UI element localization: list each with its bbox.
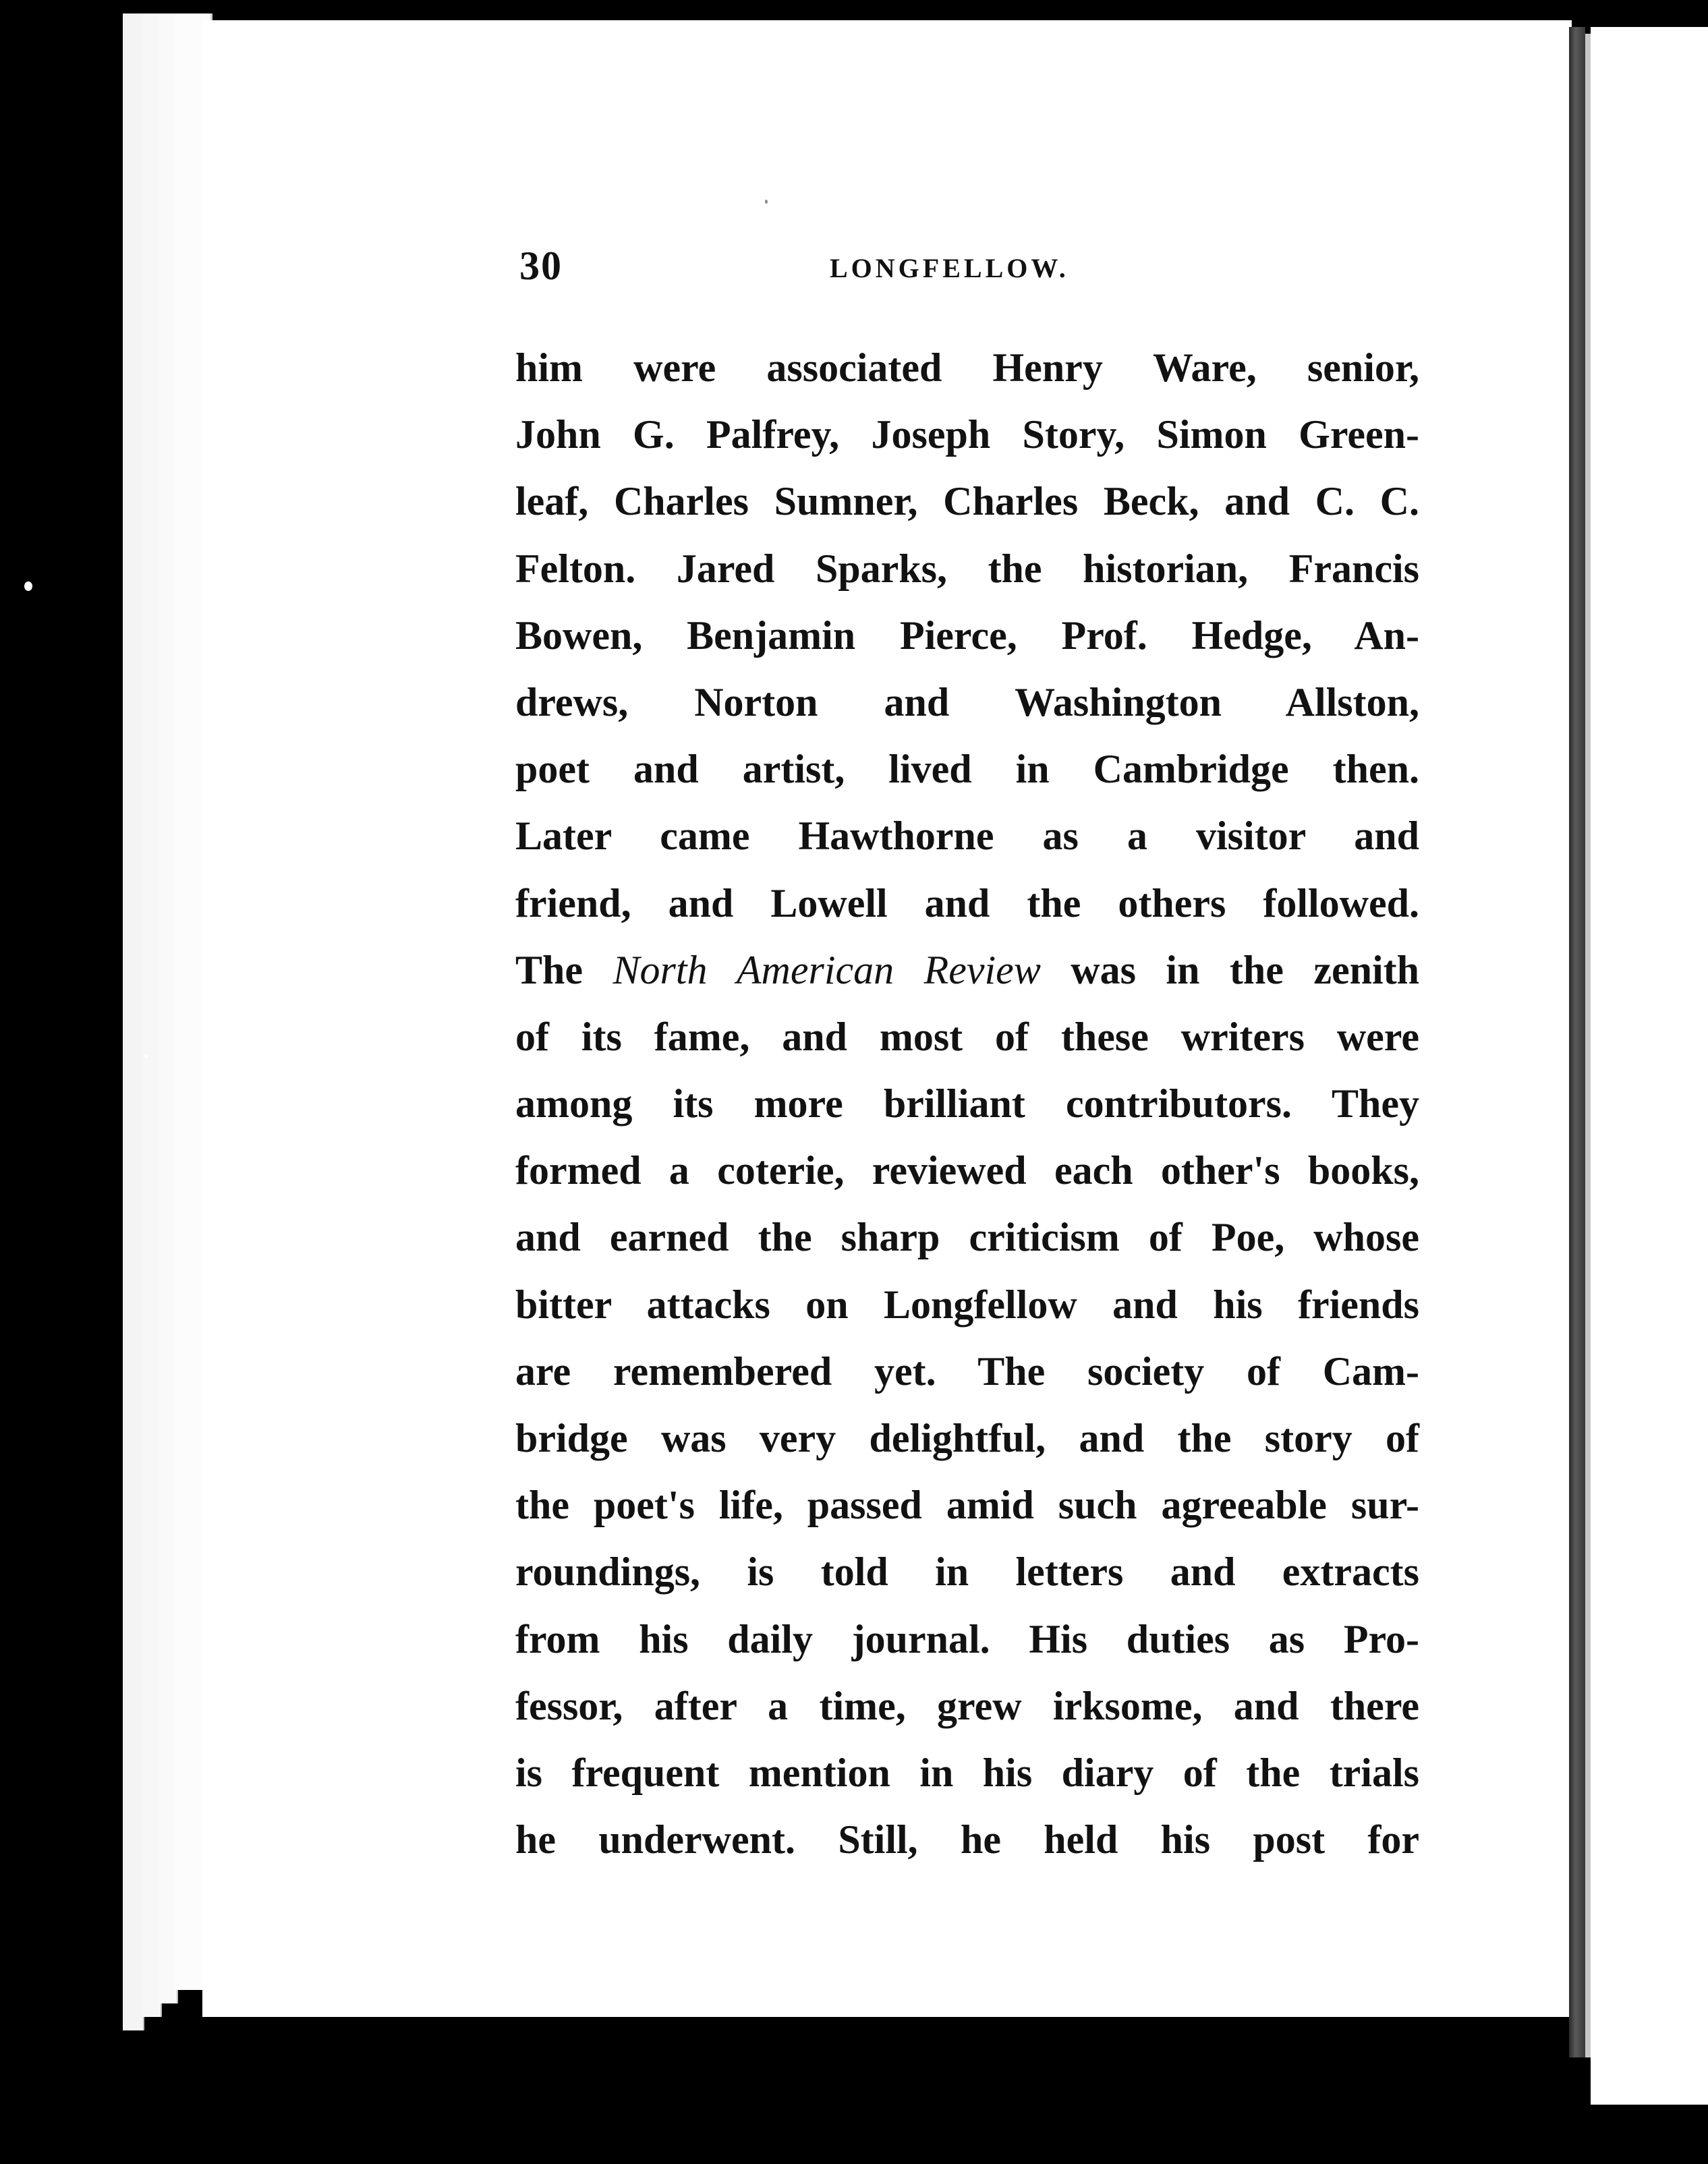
text-line: drews, Norton and Washington Allston, [515, 679, 1419, 724]
text-line: and earned the sharp criticism of Poe, whose [515, 1215, 1419, 1260]
text-line: roundings, is told in letters and extracts [515, 1549, 1419, 1595]
text-line: John G. Palfrey, Joseph Story, Simon Green- [515, 412, 1419, 457]
text-line: of its fame, and most of these writers were [515, 1014, 1419, 1059]
running-head [519, 243, 1423, 297]
text-line: Bowen, Benjamin Pierce, Prof. Hedge, An- [515, 613, 1419, 658]
text-line: fessor, after a time, grew irksome, and there [515, 1683, 1419, 1728]
text-line: bitter attacks on Longfellow and his friends [515, 1282, 1419, 1327]
book-spine-edge [1585, 34, 1591, 2057]
text-line: the poet's life, passed amid such agreeable sur- [515, 1483, 1419, 1528]
text-line: he underwent. Still, he held his post for [515, 1817, 1419, 1862]
text-line: Later came Hawthorne as a visitor and [515, 814, 1419, 859]
scan-speck [24, 581, 32, 591]
text-line: from his daily journal. His duties as Pro- [515, 1616, 1419, 1661]
line-prefix: The [515, 947, 583, 992]
line-rest: was in the zenith [1071, 947, 1419, 992]
text-line: is frequent mention in his diary of the trials [515, 1750, 1419, 1795]
text-line: formed a coterie, reviewed each other's books, [515, 1148, 1419, 1193]
periodical-title: North American Review [613, 947, 1041, 992]
facing-page [1591, 27, 1708, 2105]
text-line: leaf, Charles Sumner, Charles Beck, and C. C. [515, 479, 1419, 524]
body-text [515, 335, 1419, 1873]
text-line: bridge was very delightful, and the story of [515, 1416, 1419, 1460]
text-line: him were associated Henry Ware, senior, [515, 345, 1419, 390]
scan-speck [144, 1055, 148, 1058]
text-line: poet and artist, lived in Cambridge then. [515, 747, 1419, 792]
text-line: among its more brilliant contributors. They [515, 1081, 1419, 1127]
scan-speck [765, 200, 768, 204]
page-number: 30 [519, 244, 563, 288]
text-line: are remembered yet. The society of Cam- [515, 1348, 1419, 1394]
running-title: LONGFELLOW. [830, 253, 1069, 283]
text-line-with-title [515, 937, 1419, 1004]
text-line: Felton. Jared Sparks, the historian, Francis [515, 546, 1419, 591]
book-spine-shadow [1569, 27, 1585, 2057]
text-line: friend, and Lowell and the others followed. [515, 880, 1419, 926]
